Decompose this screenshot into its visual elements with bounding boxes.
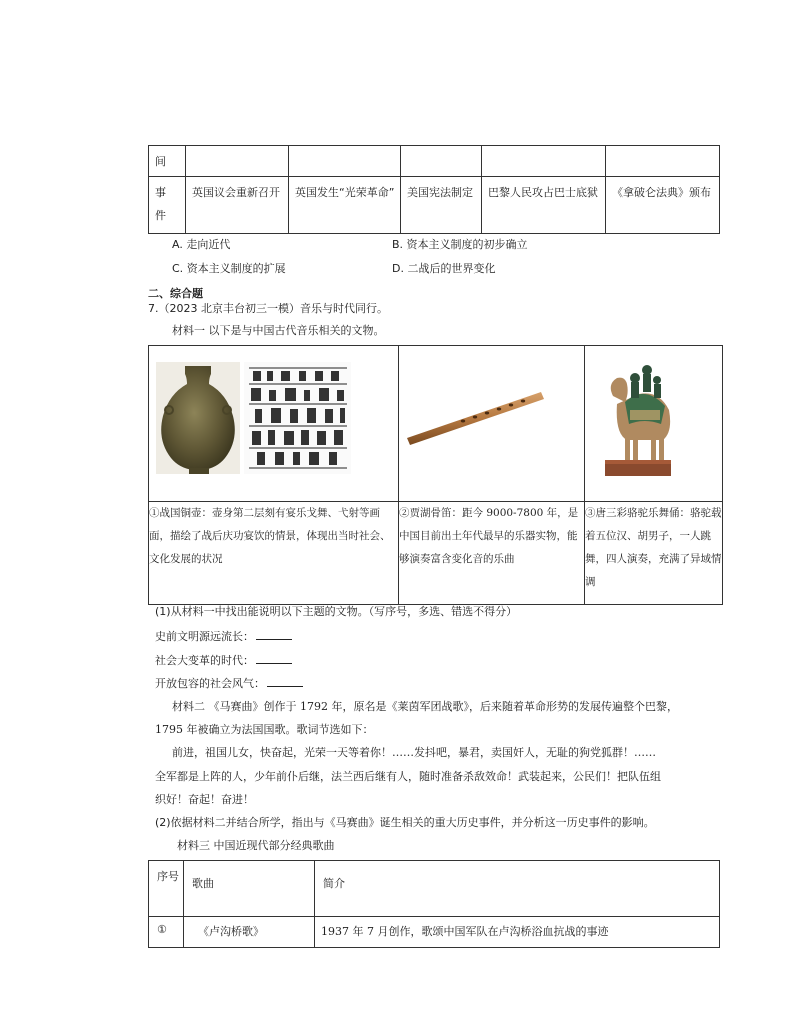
option-c[interactable]: C. 资本主义制度的扩展 <box>172 262 286 275</box>
cell-song: 《卢沟桥歌》 <box>184 917 315 948</box>
cell-no: ① <box>149 917 184 948</box>
bone-flute-image <box>399 346 584 498</box>
camel-figurine-image <box>585 346 722 498</box>
material-one-label: 材料一 以下是与中国古代音乐相关的文物。 <box>172 324 385 337</box>
artifact-caption-1: ①战国铜壶：壶身第二层刻有宴乐戈舞、弋射等画面，描绘了战后庆功宴饮的情景，体现出当时社会、文化发展的状况 <box>149 502 399 605</box>
material-two-line-1: 材料二 《马赛曲》创作于 1792 年，原名是《莱茵军团战歌》，后来随着革命形势的发展传遍整个巴黎， <box>172 700 678 713</box>
event-cell: 英国议会重新召开 <box>186 177 289 234</box>
songs-table <box>148 860 720 948</box>
option-b[interactable]: B. 资本主义制度的初步确立 <box>392 238 528 251</box>
bronze-pot-image <box>149 346 398 498</box>
answer-blank[interactable] <box>256 629 292 640</box>
time-cell <box>401 146 482 177</box>
option-a[interactable]: A. 走向近代 <box>172 238 231 251</box>
theme-reform-era: 社会大变革的时代： <box>155 652 292 668</box>
artifact-image-cell <box>585 346 723 502</box>
lyrics-line-2: 全军都是上阵的人，少年前仆后继，法兰西后继有人，随时准备杀敌效命！武装起来，公民们！把队伍组 <box>155 770 661 783</box>
sub-question-1: (1)从材料一中找出能说明以下主题的文物。（写序号，多选、错选不得分） <box>155 605 518 618</box>
time-cell <box>606 146 720 177</box>
artifact-image-cell <box>149 346 399 502</box>
event-cell: 巴黎人民攻占巴士底狱 <box>482 177 606 234</box>
question-intro: 7.（2023 北京丰台初三一模）音乐与时代同行。 <box>148 302 388 315</box>
answer-blank[interactable] <box>267 676 303 687</box>
header-song: 歌曲 <box>184 861 315 917</box>
artifact-image-cell <box>399 346 585 502</box>
header-no: 序号 <box>149 861 184 917</box>
events-table <box>148 145 720 234</box>
artifact-caption-2: ②贾湖骨笛：距今 9000-7800 年，是中国目前出土年代最早的乐器实物，能够演奏富含变化音的乐曲 <box>399 502 585 605</box>
time-cell <box>186 146 289 177</box>
cell-desc: 1937 年 7 月创作，歌颂中国军队在卢沟桥浴血抗战的事迹 <box>315 917 720 948</box>
lyrics-line-3: 织好！奋起！奋进！ <box>155 793 254 806</box>
option-d[interactable]: D. 二战后的世界变化 <box>392 262 496 275</box>
time-cell <box>289 146 401 177</box>
lyrics-line-1: 前进，祖国儿女，快奋起，光荣一天等着你！……发抖吧，暴君，卖国奸人，无耻的狗党狐群！…… <box>172 746 656 759</box>
artifact-caption-3: ③唐三彩骆驼乐舞俑：骆驼载着五位汉、胡男子，一人跳舞，四人演奏，充满了异域情调 <box>585 502 723 605</box>
theme-open-society: 开放包容的社会风气： <box>155 675 303 691</box>
material-two-line-2: 1795 年被确立为法国国歌。歌词节选如下： <box>155 723 374 736</box>
row-head-time: 间 <box>149 146 186 177</box>
material-three-label: 材料三 中国近现代部分经典歌曲 <box>177 839 335 852</box>
event-cell: 《拿破仑法典》颁布 <box>606 177 720 234</box>
artifact-table <box>148 345 723 605</box>
header-desc: 简介 <box>315 861 720 917</box>
row-head-event: 事件 <box>149 177 186 234</box>
theme-prehistoric: 史前文明源远流长： <box>155 628 292 644</box>
section-title: 二、综合题 <box>148 287 203 300</box>
event-cell: 美国宪法制定 <box>401 177 482 234</box>
event-cell: 英国发生“光荣革命” <box>289 177 401 234</box>
answer-blank[interactable] <box>256 653 292 664</box>
time-cell <box>482 146 606 177</box>
sub-question-2: (2)依据材料二并结合所学，指出与《马赛曲》诞生相关的重大历史事件，并分析这一历史事件的影响。 <box>155 816 655 829</box>
